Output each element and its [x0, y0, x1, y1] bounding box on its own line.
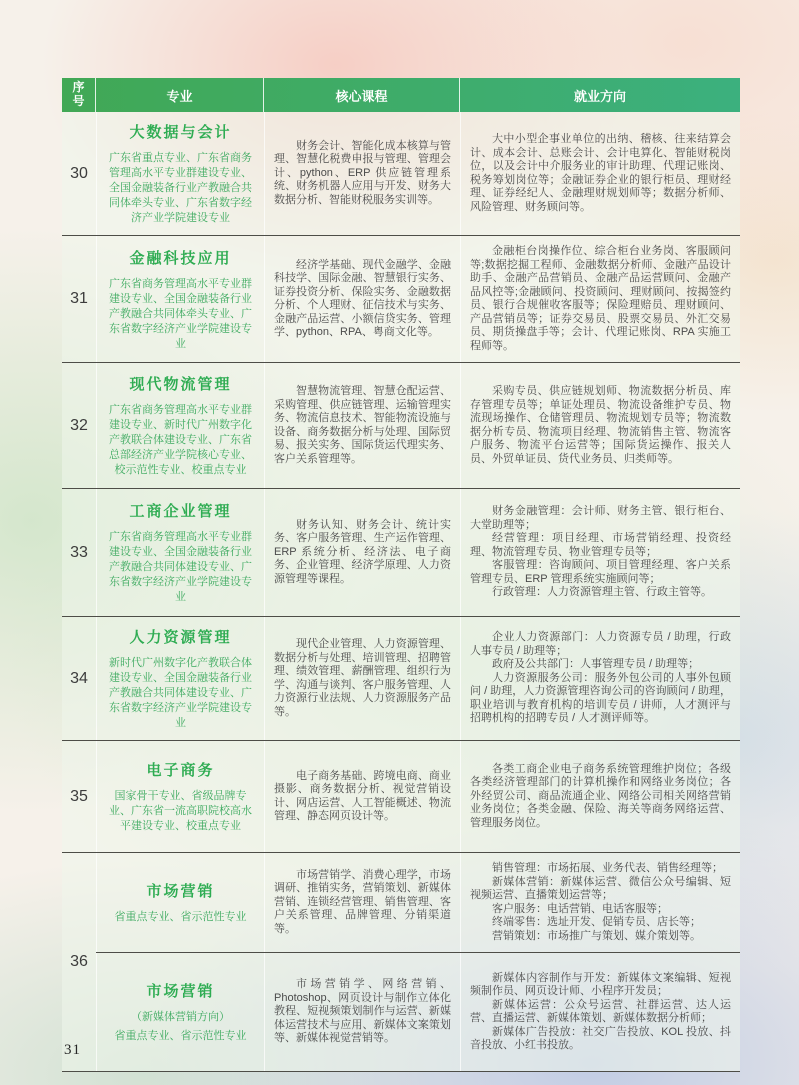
jobs-cell: [460, 112, 740, 235]
major-cell: [96, 489, 264, 616]
major-title: 现代物流管理: [129, 376, 232, 393]
table-row-34: [62, 617, 740, 741]
major-desc: 新时代广州数字化产教联合体建设专业、全国金融装备行业产教融合共同体建设专业、广东省数字经济产业学院建设专业: [109, 657, 252, 729]
row-number: 35: [70, 787, 88, 805]
jobs-cell: [460, 853, 740, 952]
jobs-text: 新媒体营销：新媒体运营、微信公众号编辑、短视频运营、直播策划运营等；: [470, 875, 731, 901]
courses-cell: [264, 953, 460, 1071]
table-subrow-36a: [96, 853, 740, 952]
courses-cell: [264, 617, 460, 740]
jobs-text: 终端零售：选址开发、促销专员、店长等；: [492, 916, 701, 928]
courses-text: 市场营销学、网络营销、Photoshop、网页设计与制作立体化教程、短视频策划制作与运营、新媒体运营技术与应用、新媒体文案策划等、新媒体视觉营销等。: [274, 978, 451, 1045]
header-col-courses: 核心课程: [264, 78, 460, 112]
page-number: 31: [64, 1042, 81, 1058]
jobs-text: 新媒体广告投放：社交广告投放、KOL 投放、抖音投放、小红书投放。: [470, 1025, 731, 1051]
row-number: 36: [70, 953, 88, 970]
jobs-text: 政府及公共部门：人事管理专员 / 助理等；: [492, 658, 700, 671]
jobs-cell: [460, 236, 740, 362]
program-catalog-table: [62, 78, 740, 1072]
jobs-text: 客户服务：电话营销、电话客服等；: [492, 902, 668, 915]
major-title: 大数据与会计: [129, 124, 232, 141]
header-col-jobs: 就业方向: [573, 88, 626, 104]
courses-cell: [264, 363, 460, 488]
major-desc: 省重点专业、省示范性专业: [114, 911, 247, 923]
jobs-text: 企业人力资源部门：人力资源专员 / 助理，行政人事专员 / 助理等；: [470, 631, 731, 657]
row-number: 31: [70, 290, 88, 307]
courses-cell: [264, 112, 460, 235]
table-row-30: [62, 112, 740, 236]
major-desc: 广东省商务管理高水平专业群建设专业、全国金融装备行业产教融合共同体牵头专业、广东省数字经济产业学院建设专业: [109, 277, 252, 350]
row-number: 30: [70, 164, 88, 182]
table-row-33: [62, 489, 740, 617]
major-desc: 省重点专业、省示范性专业: [114, 1030, 247, 1042]
courses-text: 电子商务基础、跨境电商、商业摄影、商务数据分析、视觉营销设计、网店运营、人工智能概述、物流管理、静态网页设计等。: [274, 769, 451, 822]
courses-cell: [264, 853, 460, 952]
jobs-cell: [460, 363, 740, 488]
jobs-text: 营销策划：市场推广与策划、媒介策划等。: [492, 929, 701, 942]
major-title: 市场营销: [146, 883, 215, 900]
jobs-cell: [460, 953, 740, 1071]
courses-text: 市场营销学、消费心理学，市场调研、推销实务，营销策划、新媒体营销、连锁经营管理、销售管理、客户关系管理、品牌管理、分销渠道等。: [274, 868, 451, 935]
major-cell: [96, 363, 264, 488]
row-number: 33: [70, 543, 88, 561]
row-number: 34: [70, 669, 88, 687]
major-title: 市场营销: [146, 983, 215, 1000]
major-cell: [96, 853, 264, 952]
major-cell: [96, 617, 264, 740]
jobs-text: 大中小型企事业单位的出纳、稽核、往来结算会计、成本会计、总账会计、会计电算化、智能财税岗位，以及会计中介服务业的审计助理、代理记账岗、税务筹划岗位等；金融证券企业的银行柜员、理财经理、证券经纪人、金融理财规划师等；数据分析师、风险管理、财务顾问等。: [470, 133, 731, 213]
row-36-group: [96, 853, 740, 1071]
major-title: 电子商务: [146, 762, 215, 779]
major-cell: [96, 741, 264, 852]
major-cell: [96, 953, 264, 1071]
jobs-text: 采购专员、供应链规划师、物流数据分析员、库存管理专员等；单证处理员、物流设备维护专员、物流现场操作、仓储管理员、物流规划专员等；物流数据分析专员、物流项目经理、物流销售主管、物流客户服务、物流平台运营等；国际货运操作、报关人员、外贸单证员、货代业务员、归类师等。: [470, 385, 731, 465]
table-subrow-36b: [96, 952, 740, 1071]
courses-text: 财务会计、智能化成本核算与管理、智慧化税费申报与管理、管理会计、python、ERP 供应链管理系统、财务机器人应用与开发、财务大数据分析、智能财税服务实训等。: [274, 139, 451, 206]
jobs-text: 行政管理：人力资源管理主管、行政主管等。: [492, 586, 712, 599]
major-desc: 广东省重点专业、广东省商务管理高水平专业群建设专业、全国金融装备行业产教融合共同体牵头专业、广东省数字经济产业学院建设专业: [109, 152, 252, 224]
jobs-cell: [460, 489, 740, 616]
jobs-text: 各类工商企业电子商务系统管理维护岗位；各级各类经济管理部门的计算机操作和网络业务岗位；各外经贸公司、商品流通企业、网络公司相关网络营销业务岗位；各类金融、保险、海关等商务网络运营、管理服务岗位。: [470, 762, 731, 829]
table-header: [62, 78, 740, 112]
major-direction: （新媒体营销方向）: [131, 1011, 230, 1023]
courses-text: 经济学基础、现代金融学、金融科技学、国际金融、智慧银行实务、证券投资分析、保险实务、金融数据分析、个人理财、征信技术与实务、金融产品运营、小额信贷实务、管理学、python、RPA、粤商文化等。: [274, 258, 451, 338]
jobs-text: 新媒体运营：公众号运营、社群运营、达人运营、直播运营、新媒体策划、新媒体数据分析师；: [470, 998, 731, 1024]
jobs-cell: [460, 617, 740, 740]
major-cell: [96, 236, 264, 362]
table-row-35: [62, 741, 740, 853]
courses-cell: [264, 489, 460, 616]
jobs-cell: [460, 741, 740, 852]
major-desc: 广东省商务管理高水平专业群建设专业、全国金融装备行业产教融合共同体建设专业、广东省数字经济产业学院建设专业: [109, 531, 252, 603]
courses-cell: [264, 236, 460, 362]
jobs-text: 销售管理：市场拓展、业务代表、销售经理等；: [492, 862, 723, 874]
jobs-text: 新媒体内容制作与开发：新媒体文案编辑、短视频制作员、网页设计师、小程序开发员；: [470, 971, 731, 997]
major-desc: 广东省商务管理高水平专业群建设专业、新时代广州数字化产教联合体建设专业、广东省总部经济产业学院核心专业、校示范性专业、校重点专业: [109, 404, 252, 476]
table-row-31: [62, 236, 740, 363]
header-col-major: 专业: [96, 78, 264, 112]
header-col-number: 序号: [62, 78, 96, 112]
major-desc: 国家骨干专业、省级品牌专业、广东省一流高职院校高水平建设专业、校重点专业: [109, 790, 252, 832]
major-title: 工商企业管理: [129, 503, 232, 520]
courses-text: 智慧物流管理、智慧仓配运营、采购管理、供应链管理、运输管理实务、物流信息技术、智能物流设施与设备、商务数据分析与处理、国际贸易、报关实务、国际货运代理实务、客户关系管理等。: [274, 385, 451, 465]
jobs-text: 财务金融管理：会计师、财务主管、银行柜台、大堂助理等；: [470, 505, 731, 531]
jobs-text: 人力资源服务公司：服务外包公司的人事外包顾问 / 助理，人力资源管理咨询公司的咨询顾问 / 助理，职业培训与教育机构的培训专员 / 讲师，人才测评与招聘机构的招聘专员 / 人才测评师等。: [470, 671, 731, 725]
major-title: 人力资源管理: [129, 629, 232, 646]
major-cell: [96, 112, 264, 235]
row-number: 32: [70, 416, 88, 434]
table-row-36: [62, 853, 740, 1072]
jobs-text: 经营管理：项目经理、市场营销经理、投资经理、物流管理专员、物业管理专员等；: [470, 532, 731, 558]
table-row-32: [62, 363, 740, 489]
table-body: [62, 112, 740, 1072]
jobs-text: 客服管理：咨询顾问、项目管理经理、客户关系管理专员、ERP 管理系统实施顾问等；: [470, 559, 731, 585]
courses-text: 财务认知、财务会计、统计实务、客户服务管理、生产运作管理、ERP 系统分析、经济法、电子商务、企业管理、经济学原理、人力资源管理等课程。: [274, 518, 451, 585]
jobs-text: 金融柜台岗操作位、综合柜台业务岗、客服顾问等;数据挖掘工程师、金融数据分析师、金融产品设计助手、金融产品营销员、金融产品运营顾问、金融产品风控等;金融顾问、投资顾问、理财顾问、按揭签约员、银行合规催收客服等；保险理赔员、理财顾问、产品营销员等；证券交易员、股票交易员、外汇交易员、期货操盘手等；会计、代理记账岗、RPA 实施工程师等。: [470, 245, 731, 352]
major-title: 金融科技应用: [129, 249, 232, 267]
courses-cell: [264, 741, 460, 852]
courses-text: 现代企业管理、人力资源管理、数据分析与处理、培训管理、招聘管理、绩效管理、薪酬管理、组织行为学、沟通与谈判、客户服务管理、人力资源行业法规、人力资源服务产品等。: [274, 638, 451, 718]
